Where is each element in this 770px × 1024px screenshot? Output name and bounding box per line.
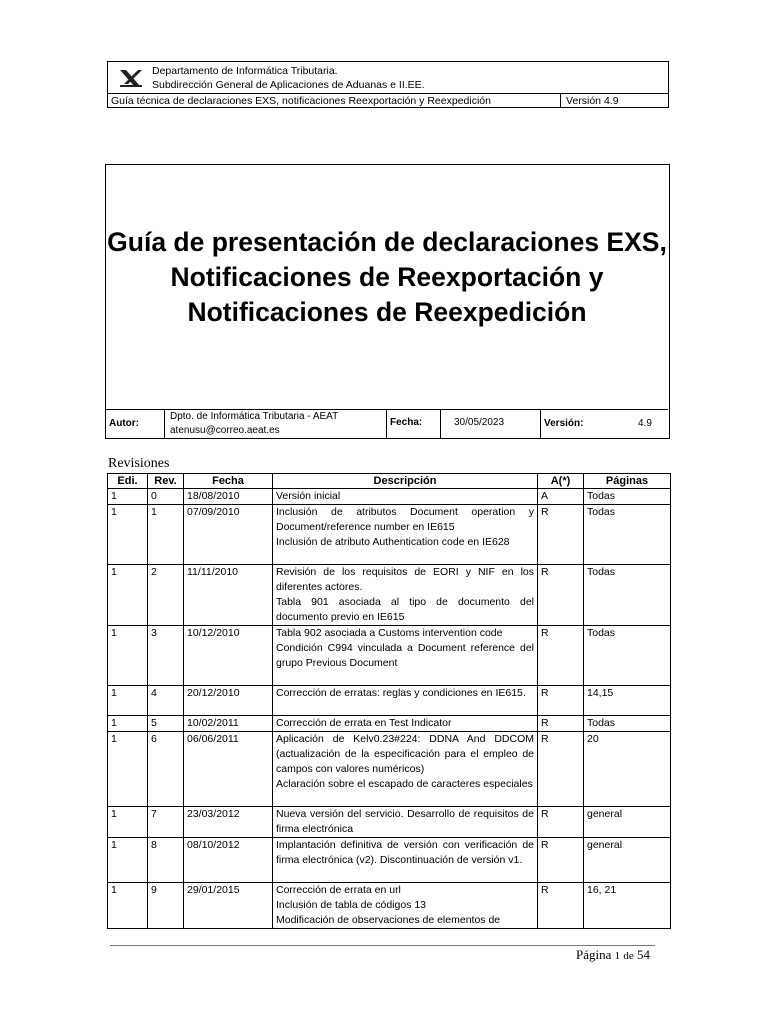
col-edi: Edi. — [108, 474, 148, 489]
revision-date: 20/12/2010 — [184, 686, 273, 716]
revision-row — [108, 838, 671, 883]
revision-a: R — [538, 505, 584, 565]
document-meta — [106, 409, 668, 439]
col-a: A(*) — [538, 474, 584, 489]
description-paragraph: Inclusión de atributo Authentication code en IE628 — [276, 536, 510, 548]
revision-rev: 7 — [148, 807, 184, 838]
description-paragraph: Inclusión de atributos Document operation y Document/reference number en IE615 — [276, 506, 534, 533]
revision-rev: 1 — [148, 505, 184, 565]
revision-a: A — [538, 489, 584, 505]
revisions-label: Revisiones — [108, 456, 170, 471]
revision-pages: 16, 21 — [584, 883, 671, 929]
revision-a: R — [538, 807, 584, 838]
revision-row — [108, 489, 671, 505]
revision-description — [273, 883, 538, 929]
revision-description — [273, 716, 538, 732]
title-line-2: Notificaciones de Reexportación y — [170, 262, 604, 292]
revision-rev: 0 — [148, 489, 184, 505]
document-title — [106, 225, 668, 330]
description-paragraph: Corrección de errata en Test Indicator — [276, 717, 452, 729]
description-paragraph: Condición C994 vinculada a Document reference del grupo Previous Document — [276, 642, 534, 669]
col-date: Fecha — [184, 474, 273, 489]
version-label-cell — [541, 410, 591, 439]
page-footer — [576, 947, 650, 963]
revision-rev: 5 — [148, 716, 184, 732]
date-cell — [441, 410, 541, 439]
revision-row — [108, 716, 671, 732]
date-label: Fecha: — [390, 417, 423, 428]
author-cell — [165, 410, 387, 439]
description-paragraph: Corrección de erratas: reglas y condiciones en IE615. — [276, 687, 526, 699]
header-divider — [560, 93, 561, 107]
col-rev: Rev. — [148, 474, 184, 489]
revision-date: 10/02/2011 — [184, 716, 273, 732]
revision-date: 18/08/2010 — [184, 489, 273, 505]
revision-a: R — [538, 565, 584, 626]
revision-pages: Todas — [584, 505, 671, 565]
revision-edi: 1 — [108, 686, 148, 716]
col-pages: Páginas — [584, 474, 671, 489]
col-description: Descripción — [273, 474, 538, 489]
header-top-row — [108, 62, 668, 94]
revision-edi: 1 — [108, 505, 148, 565]
description-paragraph: Inclusión de tabla de códigos 13 — [276, 899, 427, 911]
revision-description — [273, 505, 538, 565]
revision-pages: Todas — [584, 716, 671, 732]
revision-edi: 1 — [108, 716, 148, 732]
revision-row — [108, 686, 671, 716]
revision-edi: 1 — [108, 565, 148, 626]
revision-date: 06/06/2011 — [184, 732, 273, 807]
revision-a: R — [538, 686, 584, 716]
revision-date: 11/11/2010 — [184, 565, 273, 626]
revision-description — [273, 838, 538, 883]
revision-date: 07/09/2010 — [184, 505, 273, 565]
of-word: de — [623, 950, 634, 962]
title-line-1: Guía de presentación de declaraciones EXS, — [107, 227, 667, 257]
revision-edi: 1 — [108, 883, 148, 929]
revision-pages: Todas — [584, 565, 671, 626]
revision-edi: 1 — [108, 489, 148, 505]
revision-a: R — [538, 716, 584, 732]
description-paragraph: Versión inicial — [276, 490, 341, 502]
revision-edi: 1 — [108, 626, 148, 686]
description-paragraph: Aclaración sobre el escapado de caracteres especiales — [276, 778, 533, 790]
revision-row — [108, 807, 671, 838]
page-header — [107, 61, 669, 108]
total-pages: 54 — [637, 947, 651, 962]
author-label: Autor: — [109, 418, 139, 429]
revision-a: R — [538, 626, 584, 686]
description-paragraph: Implantación definitiva de versión con verificación de firma electrónica (v2). Discontinuación de versión v1. — [276, 839, 534, 866]
revision-row — [108, 505, 671, 565]
description-paragraph: Nueva versión del servicio. Desarrollo de requisitos de firma electrónica — [276, 808, 534, 835]
revision-a: R — [538, 732, 584, 807]
revision-date: 08/10/2012 — [184, 838, 273, 883]
revision-rev: 4 — [148, 686, 184, 716]
date-label-cell — [387, 410, 441, 439]
revisions-body — [108, 489, 671, 929]
revision-row — [108, 883, 671, 929]
revision-date: 10/12/2010 — [184, 626, 273, 686]
revision-description — [273, 565, 538, 626]
version-cell — [592, 410, 666, 439]
description-paragraph: Tabla 902 asociada a Customs intervention code — [276, 627, 503, 639]
revision-description — [273, 626, 538, 686]
revision-pages: Todas — [584, 626, 671, 686]
revisions-table — [107, 473, 671, 929]
revisions-header-row — [108, 474, 671, 489]
revision-rev: 2 — [148, 565, 184, 626]
revision-description — [273, 489, 538, 505]
revision-edi: 1 — [108, 838, 148, 883]
revision-description — [273, 686, 538, 716]
author-label-cell — [106, 410, 165, 439]
header-version: Versión 4.9 — [566, 95, 619, 107]
revision-row — [108, 732, 671, 807]
revision-rev: 3 — [148, 626, 184, 686]
author-email: atenusu@correo.aeat.es — [170, 425, 280, 436]
revision-edi: 1 — [108, 732, 148, 807]
revision-description — [273, 732, 538, 807]
revision-row — [108, 626, 671, 686]
description-paragraph: Corrección de errata en url — [276, 884, 401, 896]
guide-title: Guía técnica de declaraciones EXS, notificaciones Reexportación y Reexpedición — [111, 95, 491, 107]
revision-pages: general — [584, 838, 671, 883]
revision-date: 23/03/2012 — [184, 807, 273, 838]
aeat-logo-icon — [118, 66, 144, 88]
revision-edi: 1 — [108, 807, 148, 838]
revision-pages: Todas — [584, 489, 671, 505]
revision-rev: 9 — [148, 883, 184, 929]
subdirectorate-name: Subdirección General de Aplicaciones de Aduanas e II.EE. — [152, 79, 425, 91]
revision-description — [273, 807, 538, 838]
description-paragraph: Tabla 901 asociada al tipo de documento del documento previo en IE615 — [276, 596, 534, 623]
title-line-3: Notificaciones de Reexpedición — [187, 297, 587, 327]
revision-rev: 8 — [148, 838, 184, 883]
revision-pages: 20 — [584, 732, 671, 807]
page-word: Página — [576, 947, 612, 962]
description-paragraph: Modificación de observaciones de elementos de — [276, 914, 501, 926]
revision-a: R — [538, 883, 584, 929]
date-value: 30/05/2023 — [454, 417, 505, 428]
revision-rev: 6 — [148, 732, 184, 807]
revision-date: 29/01/2015 — [184, 883, 273, 929]
revision-pages: 14,15 — [584, 686, 671, 716]
author-name: Dpto. de Informática Tributaria - AEAT — [170, 411, 339, 422]
revision-row — [108, 565, 671, 626]
version-value: 4.9 — [638, 418, 652, 429]
title-box — [105, 164, 670, 439]
footer-rule — [110, 945, 655, 946]
department-name: Departamento de Informática Tributaria. — [152, 65, 338, 77]
version-label: Versión: — [544, 418, 584, 429]
revision-pages: general — [584, 807, 671, 838]
revision-a: R — [538, 838, 584, 883]
description-paragraph: Revisión de los requisitos de EORI y NIF en los diferentes actores. — [276, 566, 534, 593]
description-paragraph: Aplicación de Kelv0.23#224: DDNA And DDCOM (actualización de la especificación para el empleo de campos con valores numéricos) — [276, 733, 534, 775]
page-number: 1 — [614, 950, 621, 962]
